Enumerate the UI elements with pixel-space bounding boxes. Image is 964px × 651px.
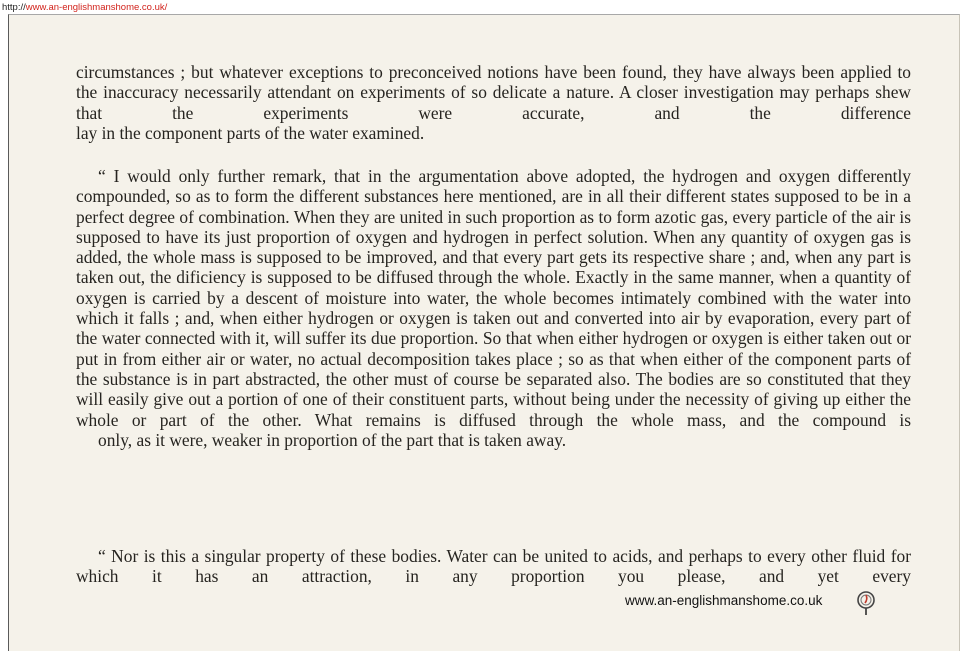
book-page [8, 14, 960, 651]
paragraph-2-body: “ I would only further remark, that in the argumentation above adopted, the hydrogen and oxygen differently compounded, so as to form the different substances here mentioned, are in all their different states supposed to be in a perfect degree of combination. When they are united in such proportion as to form azotic gas, every particle of the air is supposed to have its just proportion of oxygen and hydrogen in perfect solution. When any quantity of oxygen gas is added, the whole mass is supposed to be improved, and that every part gets its respective share ; and, when any part is taken out, the dificiency is supposed to be diffused through the whole. Exactly in the same manner, when a quantity of oxygen is carried by a descent of moisture into water, the whole becomes intimately combined with the water into which it falls ; and, when either hydrogen or oxygen is taken out and converted into air by evaporation, every part of the water connected with it, will suffer its due proportion. So that when either hydrogen or oxygen is either taken out or put in from either air or water, no actual decomposition takes place ; so as that when either of the component parts of the substance is in part abstracted, the other must of course be separated also. The bodies are so constituted that they will easily give out a portion of one of their constituent parts, without being under the necessity of giving up either the whole or part of the other. What remains is diffused through the whole mass, and the compound is [76, 166, 911, 430]
paragraph-2 [76, 166, 911, 450]
paragraph-1-body: circumstances ; but whatever exceptions to preconceived notions have been found, they have always been applied to the inaccuracy necessarily attendant on experiments of so delicate a nature. A closer investigation may perhaps shew that the experiments were accurate, and the difference [76, 62, 911, 123]
scan-source-url [2, 2, 167, 13]
paragraph-1-last-line: lay in the component parts of the water examined. [76, 122, 425, 143]
paragraph-3 [76, 546, 911, 587]
site-watermark: www.an-englishmanshome.co.uk [625, 593, 823, 608]
paragraph-2-last-line: only, as it were, weaker in proportion of the part that is taken away. [98, 429, 567, 450]
magnifier-logo-icon [855, 590, 877, 616]
paragraph-1 [76, 62, 911, 143]
paragraph-3-body: “ Nor is this a singular property of these bodies. Water can be united to acids, and perhaps to every other fluid for which it has an attraction, in any proportion you please, and yet every [76, 546, 911, 587]
url-link[interactable]: www.an-englishmanshome.co.uk/ [25, 2, 168, 13]
url-prefix: http:// [2, 2, 26, 13]
